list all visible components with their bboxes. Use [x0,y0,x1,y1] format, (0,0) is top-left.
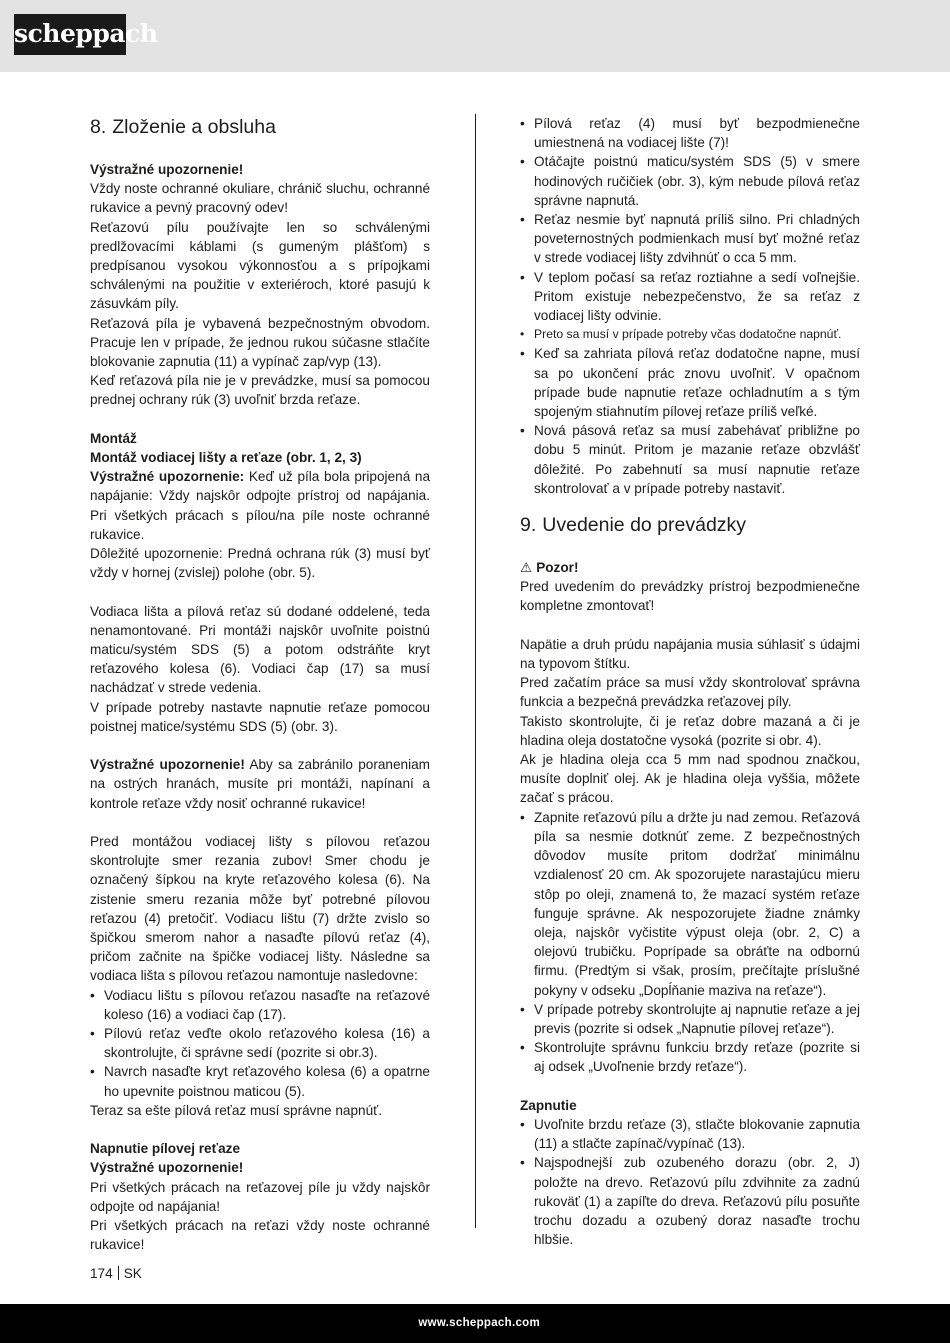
bullet-list [90,986,430,1101]
paragraph [90,755,430,813]
language-code: SK [123,1266,142,1281]
warning-heading: Výstražné upozornenie! [90,1160,244,1176]
section-number: 8. [90,116,107,138]
bullet-list [520,114,860,498]
section-title: Uvedenie do prevádzky [542,514,747,537]
list-item: • Preto sa musí v prípade potreby včas dodatočne napnúť. [520,325,860,344]
paragraph-text: Keď už píla bola pripojená na napájanie: Vždy najskôr odpojte prístroj od napájania. Pri všetkých prácach s pílou/na píle noste ochranné rukavice. [90,469,431,542]
page-number [90,1265,142,1283]
list-item: • V teplom počasí sa reťaz roztiahne a sedí voľnejšie. Pritom existuje nebezpečenstvo, že sa reťaz z vodiacej lišty odvinie. [520,268,860,326]
paragraph: Dôležité upozornenie: Predná ochrana rúk (3) musí byť vždy v hornej (zvislej) polohe (obr. 5). [90,546,430,581]
list-item: • Pílovú reťaz veďte okolo reťazového kolesa (16) a skontrolujte, či správne sedí (pozrite si obr.3). [90,1024,430,1062]
list-item: • Nová pásová reťaz sa musí zabehávať približne po dobu 5 minút. Pritom je mazanie reťaze obzvlášť dôležité. Po zabehnutí sa musí napnutie reťaze skontrolovať a v prípade potreby nastaviť. [520,421,860,498]
section-9-heading [520,512,860,538]
inline-warning-label: Výstražné upozornenie: [90,469,245,485]
caution-label: Pozor! [536,560,579,576]
paragraph: Vždy noste ochranné okuliare, chránič sluchu, ochranné rukavice a pevný pracovný odev! [90,181,430,216]
paragraph: Teraz sa ešte pílová reťaz musí správne napnúť. [90,1102,383,1118]
list-item: • Reťaz nesmie byť napnutá príliš silno. Pri chladných poveternostných podmienkach musí byť možné reťaz v strede vodiacej lišty zdvihnúť o cca 5 mm. [520,210,860,268]
section-8-heading [90,114,430,140]
list-item: • Pílová reťaz (4) musí byť bezpodmienečne umiestnená na vodiacej lište (7)! [520,114,860,152]
bullet-list [520,808,860,1077]
paragraph: Keď reťazová píla nie je v prevádzke, musí sa pomocou prednej ochrany rúk (3) uvoľniť brzda reťaze. [90,373,430,408]
paragraph: Reťazová píla je vybavená bezpečnostným obvodom. Pracuje len v prípade, že jednou rukou súčasne stlačíte blokovanie zapnutia (11) a vypínač zap/vyp (13). [90,315,430,370]
paragraph: Ak je hladina oleja cca 5 mm nad spodnou značkou, musíte doplniť olej. Ak je hladina oleja vyššia, môžete začať s prácou. [520,752,860,806]
list-item: • Vodiacu lištu s pílovou reťazou nasaďte na reťazové koleso (16) a vodiaci čap (17). [90,986,430,1024]
header-bar [0,0,950,72]
paragraph: Napätie a druh prúdu napájania musia súhlasiť s údajmi na typovom štítku. [520,636,860,672]
list-item: • Otáčajte poistnú maticu/systém SDS (5) v smere hodinových ručičiek (obr. 3), kým nebude pílová reťaz správne napnutá. [520,152,860,210]
section-title: Zloženie a obsluha [112,116,276,138]
subheading-zapnutie: Zapnutie [520,1097,577,1113]
subheading-montaz: Montáž [90,430,137,446]
paragraph-text: Aby sa zabránilo poraneniam na ostrých hranách, musíte pri montáži, napínaní a kontrole reťaze vždy nosiť ochranné rukavice! [90,757,430,811]
list-item: • Keď sa zahriata pílová reťaz dodatočne napne, musí sa po ukončení prác znovu uvoľniť. V opačnom prípade bude napnutie reťaze ochladnutím a s tým spojeným stiahnutím pílovej reťaze príliš veľké. [520,344,860,421]
left-column [90,114,430,1255]
list-item: • Zapnite reťazovú pílu a držte ju nad zemou. Reťazová píla sa nesmie dotknúť zeme. Z bezpečnostných dôvodov musíte pritom dodržať minimálnu vzdialenosť 20 cm. Ak spozorujete narastajúcu mieru stôp po oleji, znamená to, že mazací systém reťaze funguje správne. Ak nespozorujete žiadne známky oleja, najskôr vyčistite výpust oleja (obr. 2, C) a olejovú trubičku. Poprípade sa obráťte na odbornú firmu. (Predtým si však, prosím, prečítajte príslušné pokyny v odseku „Dopĺňanie maziva na reťaze“). [520,808,860,1000]
paragraph [90,467,430,544]
website-link[interactable]: www.scheppach.com [418,1317,540,1329]
subheading-montaz-lista: Montáž vodiacej lišty a reťaze (obr. 1, 2, 3) [90,450,362,466]
caution-heading [520,558,860,577]
paragraph: Reťazovú pílu používajte len so schválenými predlžovacími káblami (s gumeným plášťom) s predpísanou vysokou výkonnosťou a s prípojkami schválenými na použitie v exteriéroch, ktoré pasujú k zásuvkám píly. [90,219,430,312]
list-item: • Uvoľnite brzdu reťaze (3), stlačte blokovanie zapnutia (11) a stlačte zapínač/vypínač (13). [520,1115,860,1153]
paragraph: Vodiaca lišta a pílová reťaz sú dodané oddelené, teda nenamontované. Pri montáži najskôr uvoľnite poistnú maticu/systém SDS (5) a potom odstráňte kryt reťazového kolesa (6). Vodiaci čap (17) sa musí nachádzať v strede vedenia. [90,603,430,696]
paragraph: Pred začatím práce sa musí vždy skontrolovať správna funkcia a bezpečná prevádzka reťazovej píly. [520,675,860,710]
paragraph: Pri všetkých prácach na reťazovej píle ju vždy najskôr odpojte od napájania! [90,1179,430,1214]
paragraph: Pred montážou vodiacej lišty s pílovou reťazou skontrolujte smer rezania zubov! Smer chodu je označený šípkou na kryte reťazového kolesa (6). Na zistenie smeru rezania môže byť potrebné pílovou reťazou (4) pretočiť. Vodiacu lištu (7) držte zvislo so špičkou smerom nahor a nasaďte pílovú reťaz (4), pričom začnite na špičke vodiacej lišty. Následne sa vodiaca lišta s pílovou reťazou namontuje nasledovne: [90,834,430,984]
list-item: • V prípade potreby skontrolujte aj napnutie reťaze a jej previs (pozrite si odsek „Napnutie pílovej reťaze“). [520,1000,860,1038]
page-number-value: 174 [90,1266,113,1281]
list-item: • Skontrolujte správnu funkciu brzdy reťaze (pozrite si aj odsek „Uvoľnenie brzdy reťaze“). [520,1038,860,1076]
right-column [520,114,860,1249]
paragraph: Pri všetkých prácach na reťazi vždy noste ochranné rukavice! [90,1218,430,1253]
scheppach-logo: scheppach [14,14,126,55]
column-divider [475,114,476,1228]
warning-heading: Výstražné upozornenie! [90,162,244,177]
warning-triangle-icon: ⚠ [520,560,533,576]
bullet-list [520,1115,860,1249]
inline-warning-label: Výstražné upozornenie! [90,757,245,773]
section-number: 9. [520,514,537,537]
subheading-napnutie: Napnutie pílovej reťaze [90,1141,241,1157]
paragraph: Pred uvedením do prevádzky prístroj bezpodmienečne kompletne zmontovať! [520,579,860,614]
paragraph: Takisto skontrolujte, či je reťaz dobre mazaná a či je hladina oleja dostatočne vysoká (pozrite si obr. 4). [520,713,860,748]
list-item: • Navrch nasaďte kryt reťazového kolesa (6) a opatrne ho upevnite poistnou maticou (5). [90,1062,430,1100]
paragraph: V prípade potreby nastavte napnutie reťaze pomocou poistnej matice/systému SDS (5) (obr. 3). [90,699,430,734]
page-separator [118,1266,119,1280]
footer-bar [0,1304,950,1343]
list-item: • Najspodnejší zub ozubeného dorazu (obr. 2, J) položte na drevo. Reťazovú pílu zdvihnite za zadnú rukoväť (1) a zapíľte do dreva. Reťazovú pílu posuňte trochu dozadu a ozubený doraz nasaďte trochu hlbšie. [520,1153,860,1249]
